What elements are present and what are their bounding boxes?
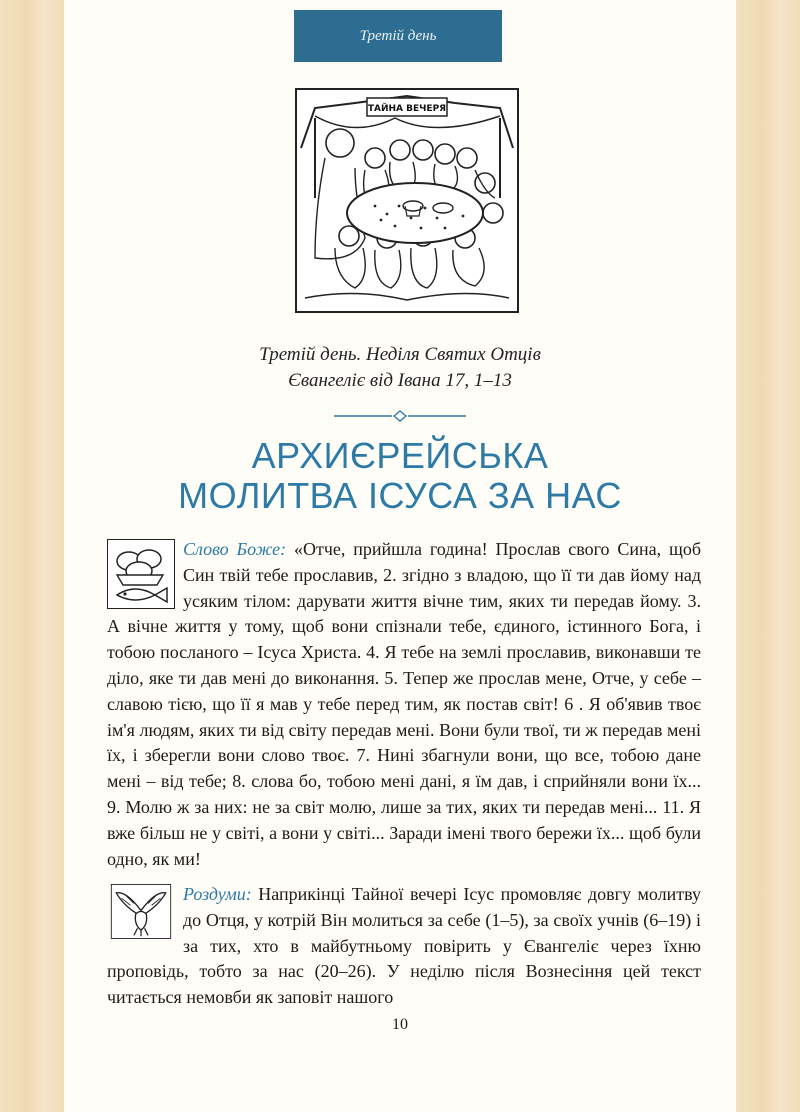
scripture-text: «Отче, прийшла година! Прослав свого Сина, щоб Син твій тебе прославив, 2. згідно з владою, що її ти дав йому над усяким тілом: дарувати життя вічне тим, яких ти передав йому. 3. А вічне життя у тому, щоб вони спізнали тебе, єдиного, істинного Бога, і тобою посланого – Ісуса Христа. 4. Я тебе на землі прославив, виконавши те діло, яке ти дав мені до виконання. 5. Тепер же прослав мене, Отче, у себе – славою тією, що її я мав у тебе перед тим, як постав світ! 6 . Я об'явив твоє ім'я людям, яких ти від світу передав мені. Вони були твої, ти ж передав мені їх, і зберегли вони слово твоє. 7. Нині збагнули вони, що все, тобою дане мені – від тебе; 8. слова бо, тобою мені дані, я їм дав, і сприйняли вони їх... 9. Молю ж за них: не за світ молю, лише за тих, яких ти передав мені... 11. Я вже більш не у світі, а вони у світі... Заради імені твого бережи їх... щоб були одно, як ми! — [107, 539, 701, 869]
page-number: 10 — [392, 1016, 408, 1033]
right-margin-strip — [736, 0, 800, 1112]
last-supper-icon — [295, 88, 519, 313]
section-header-tab — [294, 10, 502, 62]
reading-caption: Третій день. Неділя Святих Отців — [259, 344, 541, 365]
gospel-reference: Євангеліє від Івана 17, 1–13 — [288, 370, 512, 391]
reflection-text: Наприкінці Тайної вечері Ісус промовляє довгу молитву до Отця, у котрій Він молиться за себе (1–5), за своїх учнів (6–19) і за тих, хто в майбутньому повірить у Євангеліє через їхню проповідь, тобто за нас (20–26). У неділю після Вознесіння цей текст читається немовби як заповіт нашого — [107, 884, 701, 1008]
chapter-title-line2: МОЛИТВА ІСУСА ЗА НАС — [178, 475, 622, 516]
ornament-divider — [334, 410, 466, 422]
reflection-block — [107, 882, 701, 1011]
scripture-lead: Слово Боже: — [183, 539, 287, 559]
section-header-label: Третій день — [359, 27, 437, 44]
left-margin-strip — [0, 0, 64, 1112]
bread-fish-icon — [107, 539, 175, 609]
reflection-lead: Роздуми: — [183, 884, 252, 904]
icon-inscription: ТАЙНА ВЕЧЕРЯ — [367, 104, 447, 114]
chapter-title-line1: АРХИЄРЕЙСЬКА — [251, 435, 549, 476]
scripture-block — [107, 537, 701, 872]
dove-icon — [107, 884, 175, 946]
